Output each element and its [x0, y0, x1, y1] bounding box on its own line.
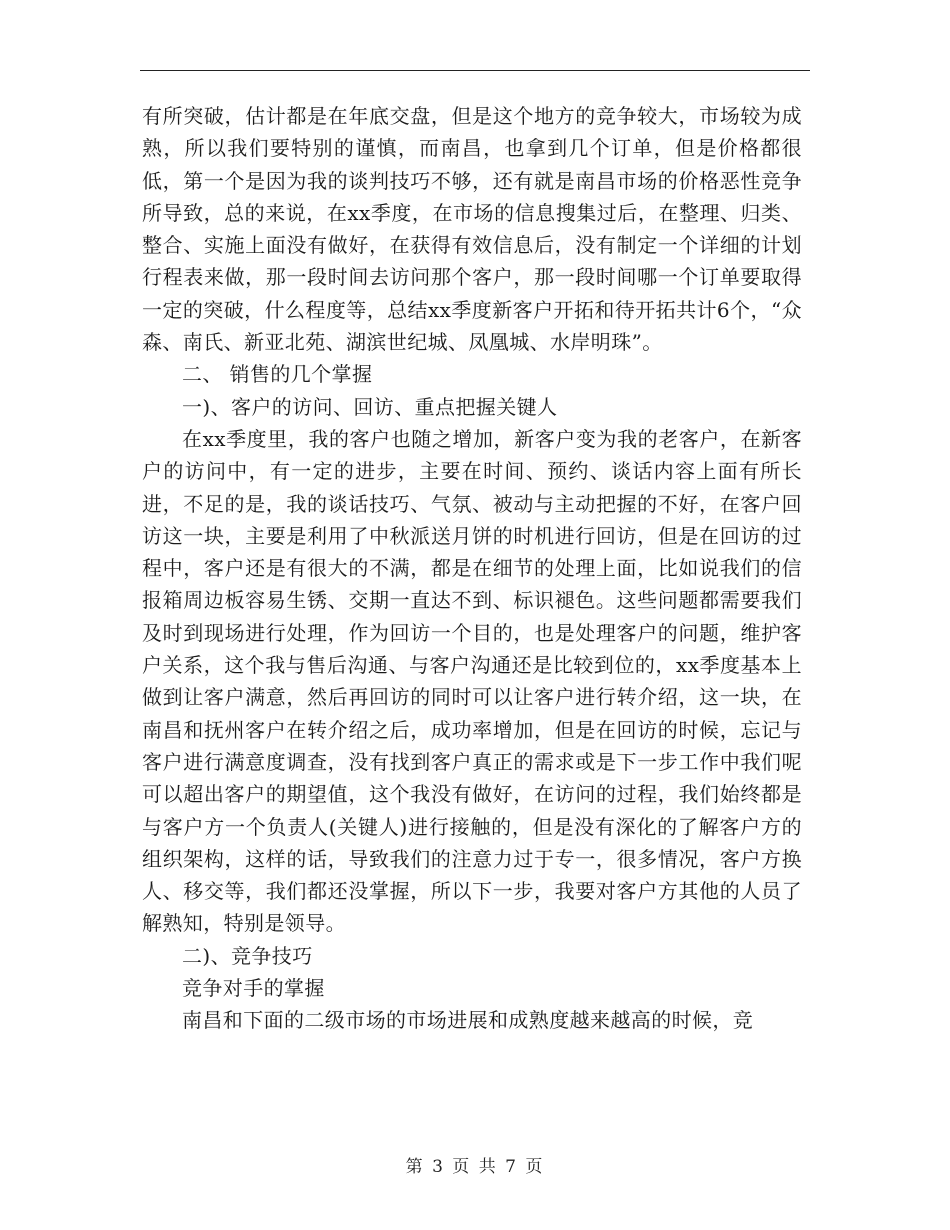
page-number: 第 3 页 共 7 页 — [405, 1157, 545, 1177]
subsection-heading-client-visits: 一)、客户的访问、回访、重点把握关键人 — [182, 394, 558, 419]
paragraph-1: 有所突破，估计都是在年底交盘，但是这个地方的竞争较大，市场较为成熟，所以我们要特别的谨慎，而南昌，也拿到几个订单，但是价格都很低，第一个是因为我的谈判技巧不够，还有就是南昌市场的价格恶性竞争所导致，总的来说，在xx季度，在市场的信息搜集过后，在整理、归类、整合、实施上面没有做好，在获得有效信息后，没有制定一个详细的计划行程表来做，那一段时间去访问那个客户，那一段时间哪一个订单要取得一定的突破，什么程度等，总结xx季度新客户开拓和待开拓共计6个，“众森、南氏、新亚北苑、湖滨世纪城、凤凰城、水岸明珠”。 — [142, 104, 802, 355]
header-rule — [140, 70, 810, 71]
section-heading-sales: 二、 销售的几个掌握 — [182, 362, 373, 387]
paragraph-competition: 南昌和下面的二级市场的市场进展和成熟度越来越高的时候，竞 — [182, 1008, 754, 1033]
paragraph-client-visits: 在xx季度里，我的客户也随之增加，新客户变为我的老客户，在新客户的访问中，有一定的进步，主要在时间、预约、谈话内容上面有所长进，不足的是，我的谈话技巧、气氛、被动与主动把握的不好，在客户回访这一块，主要是利用了中秋派送月饼的时机进行回访，但是在回访的过程中，客户还是有很大的不满，都是在细节的处理上面，比如说我们的信报箱周边板容易生锈、交期一直达不到、标识褪色。这些问题都需要我们及时到现场进行处理，作为回访一个目的，也是处理客户的问题，维护客户关系，这个我与售后沟通、与客户沟通还是比较到位的，xx季度基本上做到让客户满意，然后再回访的同时可以让客户进行转介绍，这一块，在南昌和抚州客户在转介绍之后，成功率增加，但是在回访的时候，忘记与客户进行满意度调查，没有找到客户真正的需求或是下一步工作中我们呢可以超出客户的期望值，这个我没有做好，在访问的过程，我们始终都是与客户方一个负责人(关键人)进行接触的，但是没有深化的了解客户方的组织架构，这样的话，导致我们的注意力过于专一，很多情况，客户方换人、移交等，我们都还没掌握，所以下一步，我要对客户方其他的人员了解熟知，特别是领导。 — [142, 426, 802, 936]
subheading-competitors: 竞争对手的掌握 — [182, 976, 325, 1001]
body-text — [142, 100, 802, 1037]
subsection-heading-competition: 二)、竞争技巧 — [182, 943, 313, 968]
